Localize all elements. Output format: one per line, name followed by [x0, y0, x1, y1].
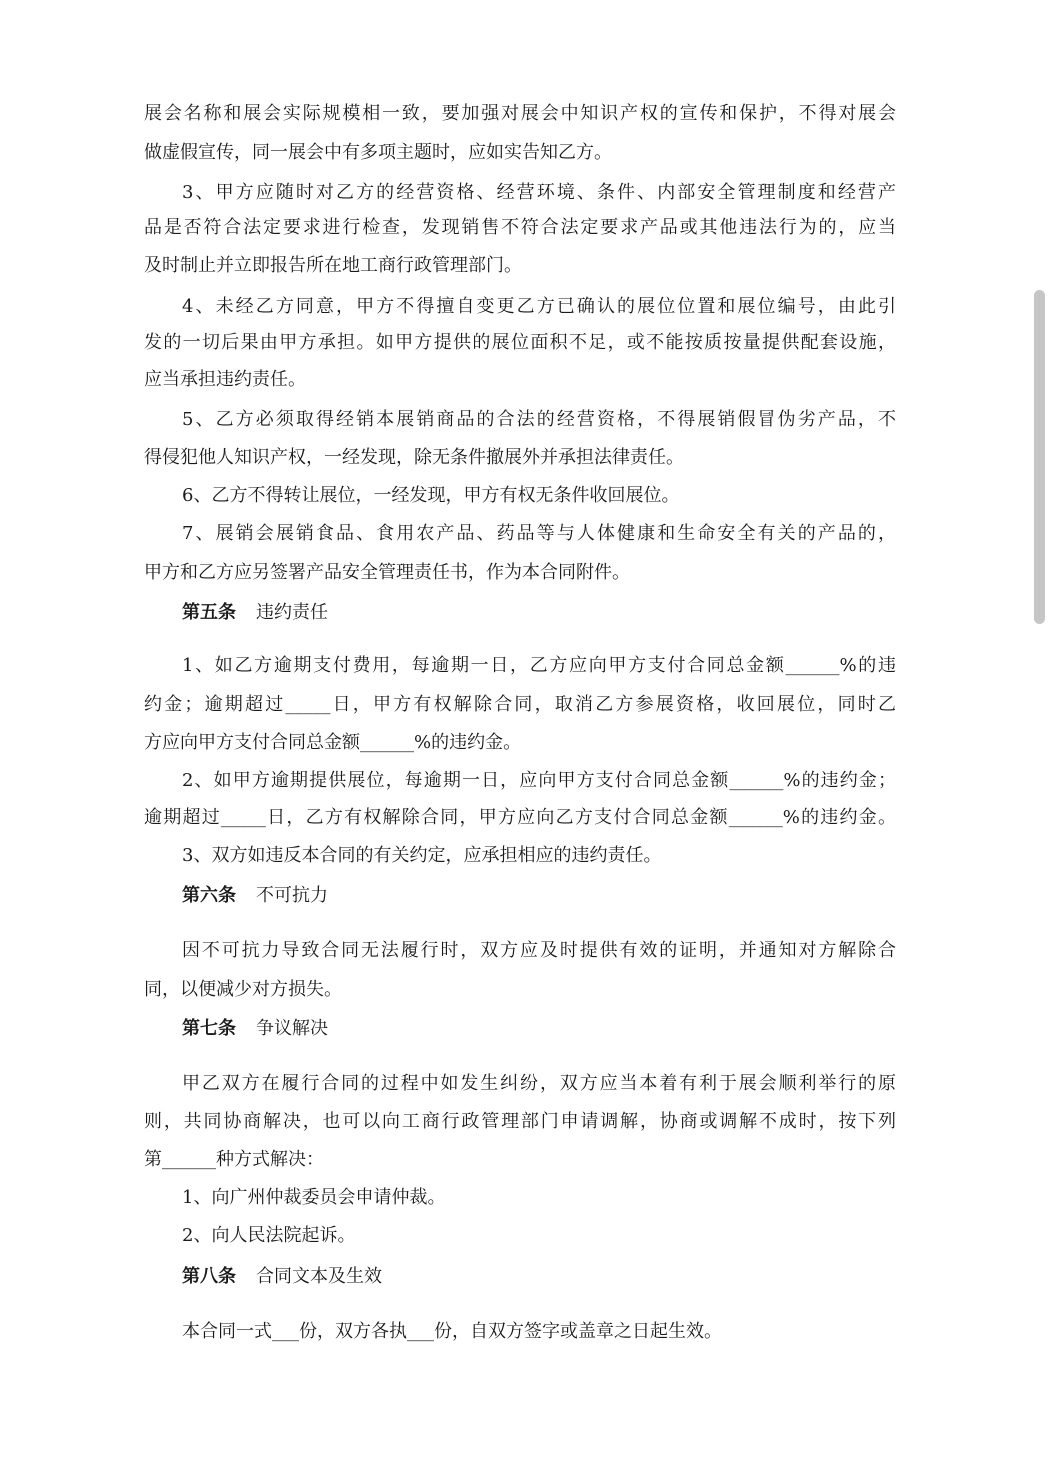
- text-line: 甲方和乙方应另签署产品安全管理责任书，作为本合同附件。: [144, 562, 630, 583]
- section-heading: [182, 884, 328, 908]
- section-number: 第五条: [182, 602, 236, 623]
- section-title: 违约责任: [256, 602, 328, 623]
- text-line: 约金；逾期超过_____日，甲方有权解除合同，取消乙方参展资格，收回展位，同时乙: [144, 694, 896, 715]
- text-line: 第______种方式解决：: [144, 1149, 324, 1170]
- text-line: 则，共同协商解决，也可以向工商行政管理部门申请调解，协商或调解不成时，按下列: [144, 1111, 896, 1132]
- text-line: 及时制止并立即报告所在地工商行政管理部门。: [144, 255, 522, 276]
- section-heading: [182, 1265, 382, 1289]
- section-title: 争议解决: [256, 1018, 328, 1039]
- text-line: 同，以便减少对方损失。: [144, 979, 342, 1000]
- text-line: 2、向人民法院起诉。: [182, 1225, 356, 1246]
- text-line: 3、双方如违反本合同的有关约定，应承担相应的违约责任。: [182, 845, 662, 866]
- section-title: 不可抗力: [256, 885, 328, 906]
- text-line: 展会名称和展会实际规模相一致，要加强对展会中知识产权的宣传和保护，不得对展会: [144, 103, 896, 124]
- text-line: 5、乙方必须取得经销本展销商品的合法的经营资格，不得展销假冒伪劣产品，不: [182, 409, 896, 430]
- section-heading: [182, 1017, 328, 1041]
- section-number: 第七条: [182, 1018, 236, 1039]
- text-line: 方应向甲方支付合同总金额______%的违约金。: [144, 732, 522, 753]
- text-line: 品是否符合法定要求进行检查，发现销售不符合法定要求产品或其他违法行为的，应当: [144, 217, 896, 238]
- text-line: 本合同一式___份，双方各执___份，自双方签字或盖章之日起生效。: [182, 1321, 722, 1342]
- text-line: 4、未经乙方同意，甲方不得擅自变更乙方已确认的展位位置和展位编号，由此引: [182, 296, 896, 317]
- text-line: 做虚假宣传，同一展会中有多项主题时，应如实告知乙方。: [144, 142, 612, 163]
- text-line: 2、如甲方逾期提供展位，每逾期一日，应向甲方支付合同总金额______%的违约金；: [182, 770, 896, 791]
- text-line: 1、如乙方逾期支付费用，每逾期一日，乙方应向甲方支付合同总金额______%的违: [182, 655, 896, 676]
- text-line: 7、展销会展销食品、食用农产品、药品等与人体健康和生命安全有关的产品的，: [182, 523, 896, 544]
- text-line: 3、甲方应随时对乙方的经营资格、经营环境、条件、内部安全管理制度和经营产: [182, 182, 896, 203]
- section-number: 第六条: [182, 885, 236, 906]
- text-line: 逾期超过_____日，乙方有权解除合同，甲方应向乙方支付合同总金额______%的违约金。: [144, 807, 896, 828]
- text-line: 因不可抗力导致合同无法履行时，双方应及时提供有效的证明，并通知对方解除合: [182, 940, 896, 961]
- scrollbar-thumb[interactable]: [1034, 290, 1045, 624]
- text-line: 6、乙方不得转让展位，一经发现，甲方有权无条件收回展位。: [182, 485, 680, 506]
- text-line: 1、向广州仲裁委员会申请仲裁。: [182, 1187, 446, 1208]
- text-line: 发的一切后果由甲方承担。如甲方提供的展位面积不足，或不能按质按量提供配套设施，: [144, 332, 896, 353]
- section-heading: [182, 601, 328, 625]
- section-title: 合同文本及生效: [256, 1266, 382, 1287]
- text-line: 甲乙双方在履行合同的过程中如发生纠纷，双方应当本着有利于展会顺利举行的原: [182, 1073, 896, 1094]
- section-number: 第八条: [182, 1266, 236, 1287]
- text-line: 得侵犯他人知识产权，一经发现，除无条件撤展外并承担法律责任。: [144, 447, 684, 468]
- text-line: 应当承担违约责任。: [144, 369, 306, 390]
